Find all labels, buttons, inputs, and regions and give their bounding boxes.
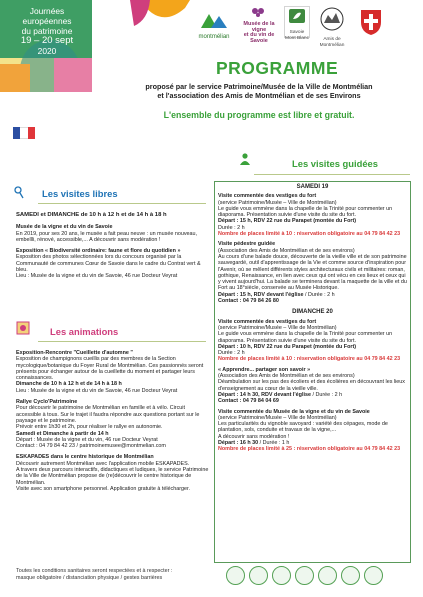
amis-logo-text: Amis de Montmélian (319, 37, 345, 48)
anim-1-lieu: Lieu : Musée de la vigne et du vin de Savoie, 46 rue Docteur Veyrat (16, 387, 178, 394)
d2-org: (Association des Amis de Montmélian et de ses environs) (218, 373, 355, 380)
decorative-illustration (130, 0, 190, 40)
visites-libres-body (16, 212, 208, 280)
banner-line: 19 – 20 sept (20, 35, 74, 46)
green-label-logo (284, 6, 310, 41)
d3-duree: / Durée : 1 h (259, 439, 290, 446)
grape-icon (241, 5, 277, 17)
s2-contact: Contact : 04 79 84 26 80 (218, 298, 279, 305)
expo-title: Exposition « Biodiversité ordinaire: faune et flore du quotidien » (16, 248, 181, 255)
mask-icon (226, 566, 245, 585)
amis-emblem-icon (314, 6, 350, 32)
guide-icon (238, 152, 252, 166)
page-subtitle (98, 82, 420, 100)
savoie-coat-of-arms-icon (360, 8, 382, 36)
s1-duree: Durée : 2 h (218, 224, 245, 231)
s2-depart: Départ : 15 h, RDV devant l'église (218, 291, 304, 298)
anim-2-title: Rallye Cyclo'Patrimoine (16, 399, 78, 406)
s2-org: (Association des Amis de Montmélian et de ses environs) (218, 247, 355, 254)
banner-line: du patrimoine (21, 26, 73, 36)
musee-logo-line: Musée de la vigne (243, 21, 275, 33)
animation-icon (16, 321, 30, 335)
d3-depart: Départ : 16 h 30 (218, 439, 259, 446)
hydro-gel-icon (364, 566, 383, 585)
anim-2-when: Samedi et Dimanche à partir de 14 h (16, 430, 109, 437)
d2-duree: / Durée : 2 h (312, 391, 343, 398)
animations-body (16, 350, 210, 492)
distance-icon (249, 566, 268, 585)
anim-3-title: ESKAPADES dans le centre historique de Montmélian (16, 454, 154, 461)
french-flag-icon (13, 127, 35, 139)
day-samedi: SAMEDI 19 (296, 184, 329, 190)
d2-depart: Départ : 14 h 30, RDV devant l'église (218, 391, 311, 398)
visites-guidees-body (218, 184, 407, 453)
section-divider (38, 341, 206, 342)
anim-3-text1: Découvrir autrement Montmélian avec l'application mobile ESKAPADES. (16, 460, 190, 467)
section-divider (38, 203, 206, 204)
anim-3-text3: Visite avec son smartphone personnel. Application gratuite à télécharger. (16, 485, 191, 492)
expo-text: Exposition des photos sélectionnées lors du concours organisé par la Communauté de communes Cœur de Savoie dans le cadre du Contrat vert & bleu. (16, 254, 201, 274)
d2-contact: Contact : 04 79 84 04 69 (218, 398, 279, 405)
s2-title: Visite pédestre guidée (218, 241, 276, 248)
d1-text: Le guide vous emmène dans la chapelle de la Trinité pour commenter un diaporama. Présentation suivie d'une visite du site du fort. (218, 331, 393, 344)
d3-title: Visite commentée du Musée de la vigne et du vin de Savoie (218, 408, 370, 415)
s1-title: Visite commentée des vestiges du fort (218, 193, 317, 200)
expo-lieu: Lieu : Musée de la vigne et du vin de Savoie, 46 rue Docteur Veyrat (16, 273, 178, 280)
d3-resa: Nombre de places limité à 25 : réservation obligatoire au 04 79 84 42 23 (218, 446, 401, 453)
anim-3-text2: A travers deux parcours interactifs, didactiques et ludiques, le service Patrimoine de la Ville de Montmélian propose de (re)découvrir le centre historique de Montmélian. (16, 467, 209, 486)
d3-org: (service Patrimoine/Musée – Ville de Montmélian) (218, 414, 337, 421)
anim-2-prevoir: Prévoir entre 1h30 et 2h, pour réaliser le rallye en autonomie. (16, 424, 163, 431)
section-visites-guidees: Les visites guidées (292, 158, 378, 169)
musee-logo-line: et du vin de Savoie (243, 32, 275, 44)
amis-logo (314, 6, 350, 46)
d1-org: (service Patrimoine/Musée – Ville de Montmélian) (218, 324, 337, 331)
s1-text: Le guide vous emmène dans la chapelle de la Trinité pour commenter un diaporama. Présentation suivie d'une visite du site du fort. (218, 205, 393, 219)
sanitary-icons (226, 566, 383, 585)
subtitle-line: proposé par le service Patrimoine/Musée de la Ville de Montmélian (145, 82, 373, 91)
musee-title: Musée de la vigne et du vin de Savoie (16, 224, 113, 231)
green-label-text: Savoie Mont Blanc (285, 30, 309, 41)
page-title: PROGRAMME (216, 58, 339, 78)
magnifier-icon (14, 186, 24, 200)
anim-2-text: Pour découvrir le patrimoine de Montmélian en famille et à vélo. Circuit accessible à tous. Sur le trajet il faudra répondre aux questions portant sur le paysage et le patrimoine. (16, 405, 200, 424)
sneeze-icon (295, 566, 314, 585)
handwash-icon (272, 566, 291, 585)
d1-resa: Nombre de places limité à 10 : réservation obligatoire au 04 79 84 42 23 (218, 356, 401, 363)
anim-1-text: Exposition de champignons cueillis par des membres de la Section mycologique/botanique du Foyer Rural de Montmélian. Ces passionnés seront présents pour échanger autour de la cueillette du moment et partager leurs connaissances. (16, 356, 204, 382)
d2-text: Déambulation sur les pas des écoliers et des écolières en découvrant les lieux d'enseignement au cœur de la vieille ville. (218, 379, 405, 392)
banner-line: 2020 (37, 46, 57, 56)
s2-duree: / Durée : 2 h (304, 291, 335, 298)
s1-org: (service Patrimoine/Musée – Ville de Montmélian) (218, 199, 337, 206)
d3-text2: A découvrir sans modération ! (218, 433, 290, 440)
musee-text: En 2019, pour ses 20 ans, le musée a fait peau neuve : un musée nouveau, embellli, rénové, accessible,... A découvrir sans modération ! (16, 230, 198, 243)
leaf-icon (285, 7, 309, 25)
d2-title: « Apprendre... partager son savoir » (218, 366, 311, 373)
s1-resa: Nombre de places limité à 10 : réservation obligatoire au 04 79 84 42 23 (218, 231, 401, 238)
schedule: SAMEDI et DIMANCHE de 10 h à 12 h et de 14 h à 18 h (16, 212, 167, 218)
tissue-icon (341, 566, 360, 585)
banner-line: européennes (22, 16, 72, 26)
s1-depart: Départ : 15 h, RDV 22 rue du Parapet (montée du Fort) (218, 218, 357, 225)
no-handshake-icon (318, 566, 337, 585)
anim-1-when: Dimanche de 10 h à 12 h et de 14 h à 18 h (16, 381, 122, 388)
sanitary-line: masque obligatoire / distanciation physique / gestes barrières (16, 574, 163, 581)
montmelian-logo-text: montmélian (198, 34, 230, 40)
s2-text: Au cours d'une balade douce, découverte de la vieille ville et de son patrimoine sauvegardé, outil d'apprentissage de la Vie et comme source d'inspiration pour l'Avenir, où se mêlent différents styles architecturaux civils et militaires: roman, gothique, Renaissance, en lien avec ceux qui ont vécu en ces lieux et ceux qui y vivent aujourd'hui. La balade se terminera devant la maquette de la ville et du Fort au 18°siècle, conservée au Musée Historique. (218, 253, 407, 292)
banner-line: Journées (29, 6, 65, 16)
d1-depart: Départ : 10 h, RDV 22 rue du Parapet (montée du Fort) (218, 343, 357, 350)
montmelian-logo-mark-icon (195, 10, 233, 30)
d1-duree: Durée : 2 h (218, 350, 245, 357)
section-animations: Les animations (50, 326, 119, 337)
d3-text: Les particularités du vignoble savoyard : variété des cépages, mode de plantation, sols, conduite et travaux de la vigne,... (218, 421, 388, 434)
anim-1-title: Exposition-Rencontre "Cueillette d'automne " (16, 350, 133, 356)
section-visites-libres: Les visites libres (42, 188, 118, 199)
subtitle-line: et l'association des Amis de Montmélian et de ses Environs (157, 91, 361, 100)
free-note: L'ensemble du programme est libre et gratuit. (163, 110, 355, 120)
musee-logo (241, 4, 277, 46)
anim-2-contact: Contact : 04 79 84 42 23 / patrimoinemusee@montmelian.com (16, 443, 166, 450)
montmelian-logo (195, 10, 233, 40)
day-dimanche: DIMANCHE 20 (292, 309, 333, 316)
d1-title: Visite commentée des vestiges du fort (218, 318, 317, 325)
section-divider (254, 174, 410, 175)
anim-2-depart: Départ : Musée de la vigne et du vin, 46 rue Docteur Veyrat (16, 436, 158, 443)
sanitary-notice (16, 568, 172, 581)
event-banner (0, 0, 92, 92)
sanitary-line: Toutes les conditions sanitaires seront respectées et à respecter : (16, 568, 173, 574)
